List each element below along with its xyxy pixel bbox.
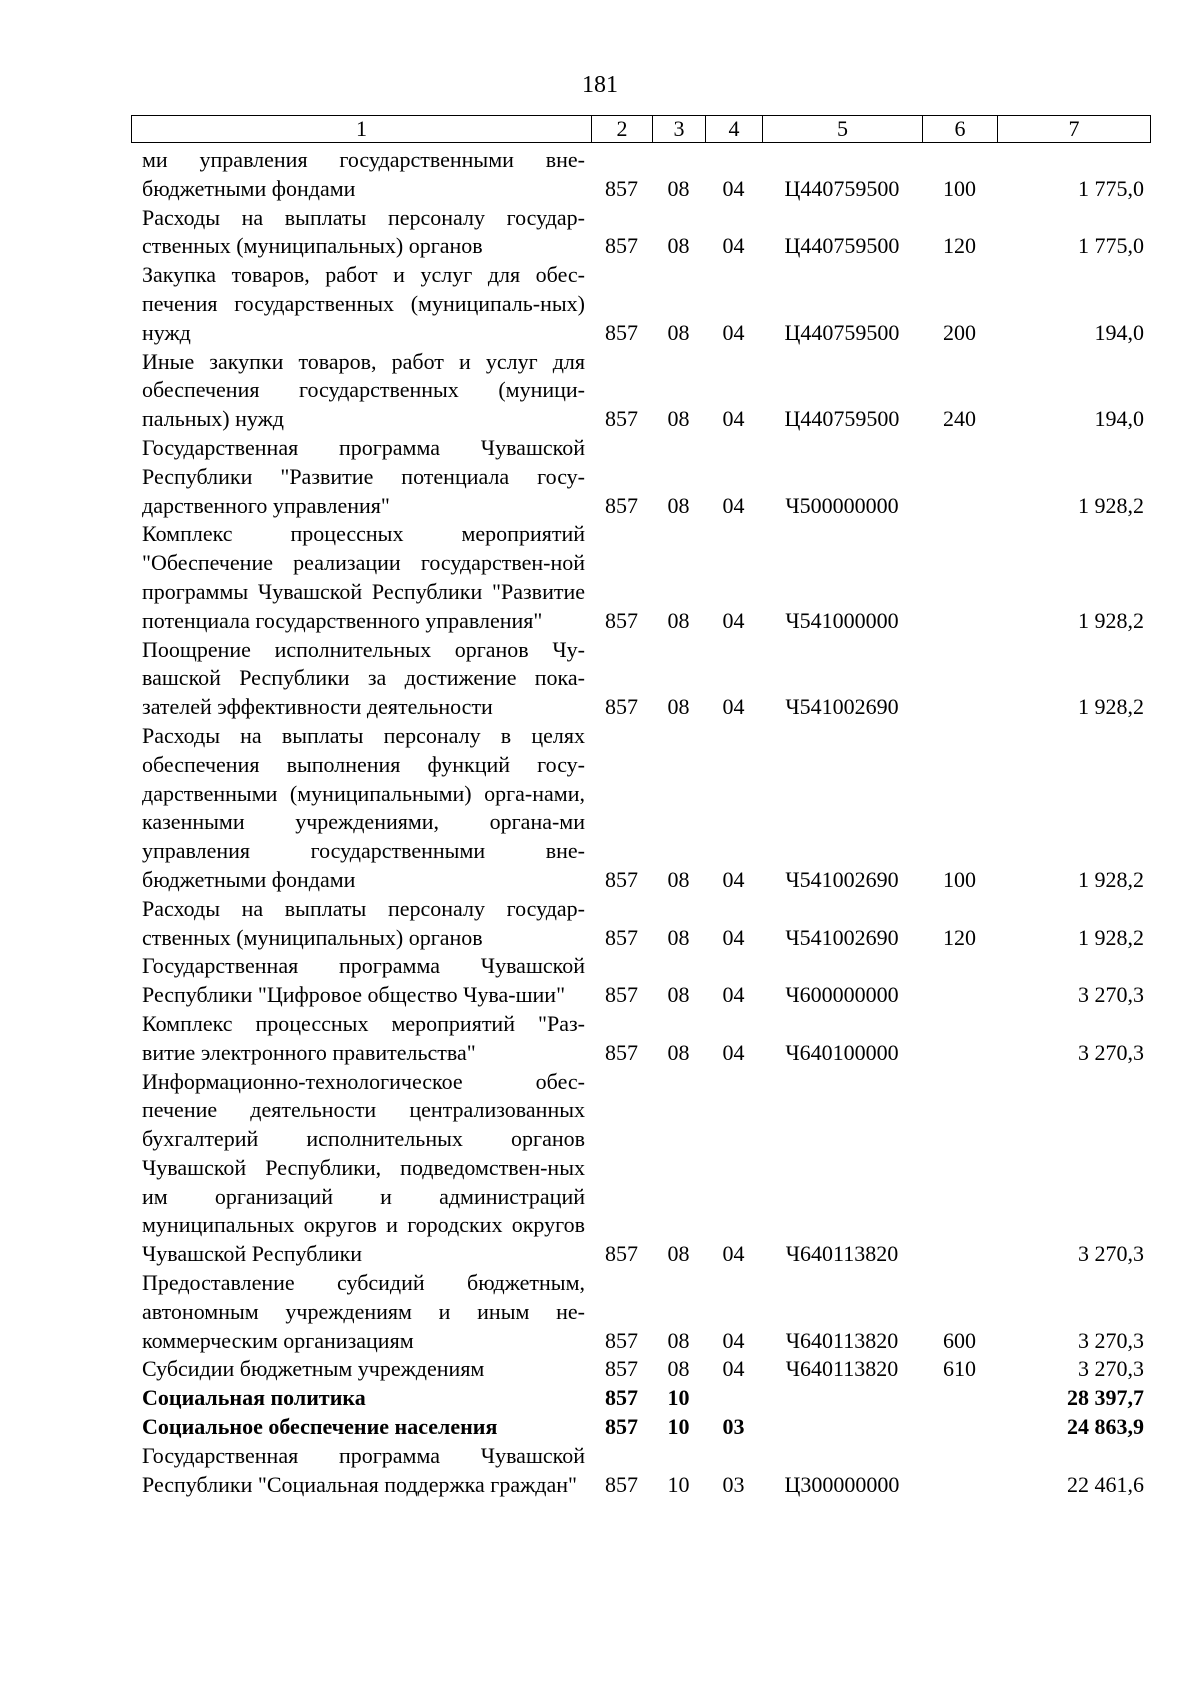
row-amount-cell: 1 928,2 bbox=[1078, 607, 1144, 633]
table-row bbox=[131, 348, 1150, 434]
budget-table-body bbox=[131, 146, 1150, 1499]
row-amount-cell: 3 270,3 bbox=[1078, 1356, 1144, 1382]
row-subsection-cell: 04 bbox=[722, 492, 745, 518]
column-header-2: 2 bbox=[592, 116, 653, 143]
row-section-cell: 08 bbox=[667, 233, 690, 259]
row-name-cell: Комплекс процессных мероприятий "Обеспечение реализации государствен-ной программы Чувашской Республики "Развитие потенциала государственного управления" bbox=[142, 521, 585, 633]
column-header-4: 4 bbox=[706, 116, 763, 143]
row-subsection-cell: 04 bbox=[722, 694, 745, 720]
row-section-cell: 08 bbox=[667, 694, 690, 720]
row-target-article-cell: Ц300000000 bbox=[784, 1471, 900, 1497]
row-amount-cell: 22 461,6 bbox=[1067, 1471, 1144, 1497]
row-target-article-cell: Ч500000000 bbox=[785, 492, 899, 518]
row-name-cell: Социальное обеспечение населения bbox=[142, 1414, 498, 1440]
row-target-article-cell: Ц440759500 bbox=[784, 406, 900, 432]
row-amount-cell: 24 863,9 bbox=[1067, 1414, 1144, 1440]
row-ved-cell: 857 bbox=[605, 1356, 638, 1382]
row-subsection-cell: 04 bbox=[722, 1039, 745, 1065]
row-amount-cell: 1 775,0 bbox=[1078, 233, 1144, 259]
row-expense-type-cell bbox=[922, 1384, 997, 1413]
row-ved-cell: 857 bbox=[605, 175, 638, 201]
table-row bbox=[131, 1269, 1150, 1355]
row-expense-type-cell: 600 bbox=[943, 1327, 976, 1353]
row-section-cell: 10 bbox=[667, 1414, 690, 1440]
row-ved-cell: 857 bbox=[605, 607, 638, 633]
row-ved-cell: 857 bbox=[605, 1241, 638, 1267]
row-ved-cell: 857 bbox=[605, 492, 638, 518]
row-amount-cell: 28 397,7 bbox=[1067, 1385, 1144, 1411]
row-name-cell: Закупка товаров, работ и услуг для обес-печения государственных (муниципаль-ных) нужд bbox=[142, 262, 585, 345]
row-subsection-cell: 03 bbox=[722, 1471, 745, 1497]
row-expense-type-cell: 100 bbox=[943, 866, 976, 892]
row-ved-cell: 857 bbox=[605, 1471, 638, 1497]
row-target-article-cell: Ч600000000 bbox=[785, 982, 899, 1008]
row-expense-type-cell bbox=[922, 1442, 997, 1500]
row-ved-cell: 857 bbox=[605, 982, 638, 1008]
row-amount-cell: 3 270,3 bbox=[1078, 1039, 1144, 1065]
row-section-cell: 08 bbox=[667, 175, 690, 201]
row-subsection-cell: 04 bbox=[722, 607, 745, 633]
row-section-cell: 08 bbox=[667, 492, 690, 518]
row-name-cell: Поощрение исполнительных органов Чу-вашской Республики за достижение пока-зателей эффективности деятельности bbox=[142, 636, 585, 720]
row-target-article-cell: Ч640113820 bbox=[785, 1241, 899, 1267]
budget-table bbox=[131, 146, 1150, 1499]
row-subsection-cell: 04 bbox=[722, 1356, 745, 1382]
row-subsection-cell: 04 bbox=[722, 866, 745, 892]
row-amount-cell: 3 270,3 bbox=[1078, 1241, 1144, 1267]
row-section-cell: 08 bbox=[667, 1327, 690, 1353]
row-section-cell: 08 bbox=[667, 982, 690, 1008]
row-ved-cell: 857 bbox=[605, 1385, 638, 1411]
row-name-cell: Иные закупки товаров, работ и услуг для обеспечения государственных (муници-пальных) нужд bbox=[142, 348, 585, 432]
row-ved-cell: 857 bbox=[605, 319, 638, 345]
column-header-1: 1 bbox=[132, 116, 592, 143]
row-expense-type-cell: 100 bbox=[943, 175, 976, 201]
row-subsection-cell bbox=[705, 1384, 762, 1413]
row-ved-cell: 857 bbox=[605, 1039, 638, 1065]
row-section-cell: 08 bbox=[667, 319, 690, 345]
row-ved-cell: 857 bbox=[605, 406, 638, 432]
row-section-cell: 10 bbox=[667, 1385, 690, 1411]
row-target-article-cell: Ч640113820 bbox=[785, 1327, 899, 1353]
table-row bbox=[131, 261, 1150, 347]
row-expense-type-cell: 120 bbox=[943, 924, 976, 950]
table-row bbox=[131, 952, 1150, 1010]
table-row bbox=[131, 722, 1150, 895]
row-expense-type-cell bbox=[922, 1068, 997, 1270]
row-section-cell: 08 bbox=[667, 1356, 690, 1382]
row-expense-type-cell bbox=[922, 1413, 997, 1442]
row-subsection-cell: 03 bbox=[722, 1414, 745, 1440]
row-amount-cell: 1 928,2 bbox=[1078, 924, 1144, 950]
row-name-cell: Государственная программа Чувашской Республики "Цифровое общество Чува-шии" bbox=[142, 953, 585, 1008]
row-subsection-cell: 04 bbox=[722, 924, 745, 950]
row-expense-type-cell: 240 bbox=[943, 406, 976, 432]
row-expense-type-cell: 200 bbox=[943, 319, 976, 345]
row-target-article-cell: Ч640113820 bbox=[785, 1356, 899, 1382]
row-amount-cell: 1 928,2 bbox=[1078, 866, 1144, 892]
row-subsection-cell: 04 bbox=[722, 982, 745, 1008]
column-header-7: 7 bbox=[998, 116, 1151, 143]
table-row bbox=[131, 1413, 1150, 1442]
row-expense-type-cell: 120 bbox=[943, 233, 976, 259]
row-target-article-cell: Ч541002690 bbox=[785, 924, 899, 950]
column-number-row bbox=[132, 116, 1151, 143]
row-section-cell: 08 bbox=[667, 866, 690, 892]
row-amount-cell: 1 928,2 bbox=[1078, 694, 1144, 720]
row-expense-type-cell bbox=[922, 952, 997, 1010]
table-row bbox=[131, 895, 1150, 953]
row-name-cell: Государственная программа Чувашской Республики "Социальная поддержка граждан" bbox=[142, 1442, 585, 1497]
row-amount-cell: 1 775,0 bbox=[1078, 175, 1144, 201]
row-ved-cell: 857 bbox=[605, 1414, 638, 1440]
row-subsection-cell: 04 bbox=[722, 233, 745, 259]
row-expense-type-cell: 610 bbox=[943, 1356, 976, 1382]
row-ved-cell: 857 bbox=[605, 924, 638, 950]
row-section-cell: 08 bbox=[667, 1039, 690, 1065]
row-name-cell: Расходы на выплаты персоналу в целях обеспечения выполнения функций госу-дарственными (муниципальными) орга-нами, казенными учреждениями, органа-ми управления государственными вне-бюджетными фондами bbox=[142, 722, 585, 892]
row-subsection-cell: 04 bbox=[722, 319, 745, 345]
row-amount-cell: 194,0 bbox=[1094, 406, 1144, 432]
table-row bbox=[131, 520, 1150, 635]
row-name-cell: Расходы на выплаты персоналу государ-ственных (муниципальных) органов bbox=[142, 204, 585, 259]
row-expense-type-cell bbox=[922, 1010, 997, 1068]
table-row bbox=[131, 146, 1150, 204]
row-target-article-cell bbox=[762, 1384, 922, 1413]
table-row bbox=[131, 636, 1150, 722]
table-header bbox=[131, 115, 1151, 143]
row-subsection-cell: 04 bbox=[722, 1241, 745, 1267]
row-amount-cell: 3 270,3 bbox=[1078, 982, 1144, 1008]
row-expense-type-cell bbox=[922, 636, 997, 722]
row-section-cell: 08 bbox=[667, 1241, 690, 1267]
row-target-article-cell: Ц440759500 bbox=[784, 319, 900, 345]
row-ved-cell: 857 bbox=[605, 233, 638, 259]
row-name-cell: Предоставление субсидий бюджетным, автономным учреждениям и иным не-коммерческим организациям bbox=[142, 1270, 585, 1353]
row-name-cell: Субсидии бюджетным учреждениям bbox=[142, 1356, 485, 1382]
row-expense-type-cell bbox=[922, 520, 997, 635]
row-name-cell: ми управления государственными вне-бюджетными фондами bbox=[142, 147, 585, 201]
row-section-cell: 10 bbox=[667, 1471, 690, 1497]
row-target-article-cell: Ч541000000 bbox=[785, 607, 899, 633]
page-number: 181 bbox=[582, 72, 618, 98]
row-ved-cell: 857 bbox=[605, 694, 638, 720]
table-row bbox=[131, 1442, 1150, 1500]
row-target-article-cell: Ч640100000 bbox=[785, 1039, 899, 1065]
table-row bbox=[131, 204, 1150, 262]
table-row bbox=[131, 1068, 1150, 1270]
row-section-cell: 08 bbox=[667, 607, 690, 633]
table-row bbox=[131, 434, 1150, 520]
row-amount-cell: 3 270,3 bbox=[1078, 1327, 1144, 1353]
row-subsection-cell: 04 bbox=[722, 1327, 745, 1353]
row-subsection-cell: 04 bbox=[722, 175, 745, 201]
row-target-article-cell: Ч541002690 bbox=[785, 694, 899, 720]
row-name-cell: Расходы на выплаты персоналу государ-ственных (муниципальных) органов bbox=[142, 895, 585, 950]
row-name-cell: Комплекс процессных мероприятий "Раз-витие электронного правительства" bbox=[142, 1010, 585, 1065]
table-row bbox=[131, 1384, 1150, 1413]
row-amount-cell: 194,0 bbox=[1094, 319, 1144, 345]
row-target-article-cell: Ц440759500 bbox=[784, 175, 900, 201]
column-header-6: 6 bbox=[923, 116, 998, 143]
row-ved-cell: 857 bbox=[605, 1327, 638, 1353]
row-section-cell: 08 bbox=[667, 924, 690, 950]
row-target-article-cell bbox=[762, 1413, 922, 1442]
row-name-cell: Информационно-технологическое обес-печение деятельности централизованных бухгалтерий исполнительных органов Чувашской Республики, подведомствен-ных им организаций и администраций муниципальных округов и городских округов Чувашской Республики bbox=[142, 1068, 585, 1267]
column-header-3: 3 bbox=[653, 116, 706, 143]
row-ved-cell: 857 bbox=[605, 866, 638, 892]
row-name-cell: Государственная программа Чувашской Республики "Развитие потенциала госу-дарственного управления" bbox=[142, 434, 585, 518]
row-target-article-cell: Ч541002690 bbox=[785, 866, 899, 892]
row-target-article-cell: Ц440759500 bbox=[784, 233, 900, 259]
row-subsection-cell: 04 bbox=[722, 406, 745, 432]
column-header-5: 5 bbox=[763, 116, 923, 143]
row-expense-type-cell bbox=[922, 434, 997, 520]
table-row bbox=[131, 1010, 1150, 1068]
row-section-cell: 08 bbox=[667, 406, 690, 432]
row-name-cell: Социальная политика bbox=[142, 1385, 366, 1411]
row-amount-cell: 1 928,2 bbox=[1078, 492, 1144, 518]
table-row bbox=[131, 1355, 1150, 1384]
